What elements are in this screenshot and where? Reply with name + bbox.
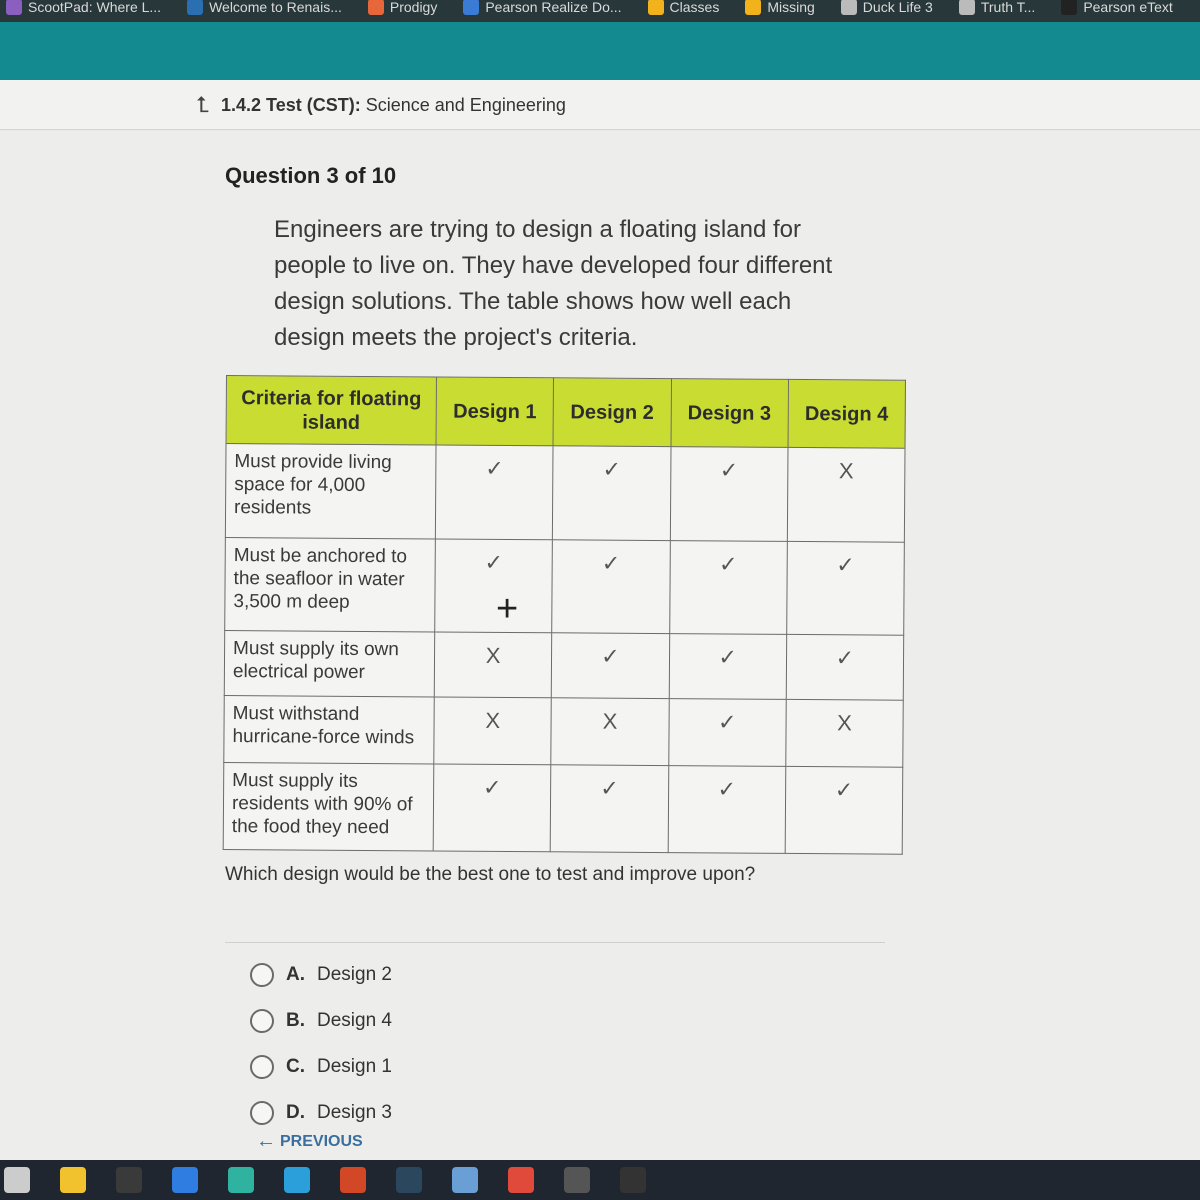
bookmark-label: Missing	[767, 0, 815, 15]
mouse-cursor-icon: +	[496, 588, 519, 630]
bookmark-label: Duck Life 3	[862, 0, 933, 15]
breadcrumb-title: Science and Engineering	[365, 94, 566, 115]
bookmark-label: Welcome to Renais...	[209, 0, 342, 15]
bookmark-label: Pearson Realize Do...	[485, 0, 622, 15]
answer-choices	[250, 952, 392, 1136]
app-icon[interactable]	[452, 1167, 478, 1193]
mark-cell: ✓	[785, 766, 903, 854]
radio-button[interactable]	[250, 1101, 274, 1125]
mark-cell: ✓	[435, 539, 553, 634]
breadcrumb	[196, 92, 566, 118]
table-header-row	[226, 376, 905, 449]
mark-cell: ✓	[433, 763, 551, 851]
left-arrow-icon: ←	[256, 1130, 276, 1152]
choice-c[interactable]	[250, 1044, 392, 1090]
file-explorer-icon[interactable]	[60, 1167, 86, 1193]
bookmark-item[interactable]	[187, 0, 342, 15]
choice-a[interactable]	[250, 952, 392, 998]
bookmark-label: Classes	[669, 0, 720, 15]
pearson-icon	[463, 0, 479, 15]
breadcrumb-bar	[0, 80, 1200, 130]
breadcrumb-code: 1.4.2	[220, 94, 262, 115]
bookmark-item[interactable]	[745, 0, 814, 15]
taskbar	[0, 1160, 1200, 1200]
mark-cell: ✓	[786, 635, 904, 700]
bookmark-item[interactable]	[648, 0, 720, 15]
previous-button[interactable]	[256, 1130, 363, 1153]
app3-icon[interactable]	[620, 1167, 646, 1193]
table-header-design-2: Design 2	[553, 378, 671, 447]
choice-letter: D.	[286, 1102, 305, 1123]
steam-icon[interactable]	[396, 1167, 422, 1193]
table-row	[225, 537, 905, 635]
mark-cell: ✓	[550, 764, 668, 852]
choice-b[interactable]	[250, 998, 392, 1044]
table-row	[224, 631, 903, 700]
store-icon[interactable]	[116, 1167, 142, 1193]
office-icon[interactable]	[340, 1167, 366, 1193]
table-row	[225, 444, 905, 542]
mail-icon[interactable]	[172, 1167, 198, 1193]
criteria-table	[223, 375, 906, 855]
criterion-cell: Must supply its residents with 90% of the food they need	[223, 762, 434, 851]
duck-icon	[841, 0, 857, 15]
table-header-design-4: Design 4	[788, 379, 906, 448]
mark-cell: ✓	[552, 633, 670, 698]
criterion-cell: Must be anchored to the seafloor in water 3,500 m deep	[225, 537, 436, 632]
arrow-app-icon[interactable]	[228, 1167, 254, 1193]
mark-cell: ✓	[669, 634, 787, 699]
bookmark-item[interactable]	[841, 0, 933, 15]
prodigy-icon	[368, 0, 384, 15]
app2-icon[interactable]	[564, 1167, 590, 1193]
bookmark-item[interactable]	[368, 0, 437, 15]
choice-letter: C.	[286, 1056, 305, 1077]
bookmarks-bar	[0, 0, 1200, 22]
breadcrumb-test: Test (CST):	[266, 94, 361, 115]
question-ask: Which design would be the best one to test and improve upon?	[225, 864, 756, 885]
bookmark-label: Pearson eText	[1083, 0, 1173, 15]
choice-text: Design 3	[317, 1102, 392, 1123]
choice-letter: B.	[286, 1010, 305, 1031]
question-prompt: Engineers are trying to design a floating island for people to live on. They have developed four different design solutions. The table shows how well each design meets the project's criteria.	[274, 216, 833, 351]
table-row	[224, 695, 903, 766]
scootpad-icon	[6, 0, 22, 15]
mark-cell: X	[434, 697, 552, 764]
bookmark-item[interactable]	[1061, 0, 1173, 15]
bookmark-label: Truth T...	[980, 0, 1036, 15]
choice-text: Design 1	[317, 1056, 392, 1077]
mark-cell: X	[434, 632, 552, 697]
etext-icon	[1061, 0, 1077, 15]
question-number: Question 3 of 10	[225, 163, 397, 188]
table-header-design-3: Design 3	[671, 379, 789, 448]
classes-icon	[648, 0, 664, 15]
table-row	[223, 762, 903, 854]
bookmark-item[interactable]	[463, 0, 621, 15]
back-arrow-icon[interactable]: ⮤	[196, 92, 209, 117]
criterion-cell: Must provide living space for 4,000 residents	[225, 444, 436, 539]
criterion-cell: Must withstand hurricane-force winds	[224, 695, 434, 763]
chrome-icon[interactable]	[508, 1167, 534, 1193]
renaissance-icon	[187, 0, 203, 15]
bookmark-label: Prodigy	[389, 0, 438, 15]
table-header-criteria: Criteria for floating island	[226, 376, 436, 445]
mark-cell: ✓	[786, 541, 904, 636]
divider	[225, 942, 885, 943]
mark-cell: ✓	[669, 540, 787, 635]
search-icon[interactable]	[4, 1167, 30, 1193]
radio-button[interactable]	[250, 1055, 274, 1079]
mark-cell: ✓	[668, 699, 786, 766]
previous-label: PREVIOUS	[280, 1132, 363, 1150]
criterion-cell: Must supply its own electrical power	[224, 631, 434, 697]
mark-cell: ✓	[668, 765, 786, 853]
mark-cell: X	[786, 699, 904, 766]
app-header	[0, 22, 1200, 80]
mark-cell: ✓	[670, 447, 788, 542]
choice-text: Design 2	[317, 964, 392, 985]
choice-text: Design 4	[317, 1010, 392, 1031]
folder-icon	[745, 0, 761, 15]
mark-cell: X	[551, 698, 669, 765]
bookmark-item[interactable]	[959, 0, 1035, 15]
mark-cell: ✓	[553, 446, 671, 541]
radio-button[interactable]	[250, 963, 274, 987]
bookmark-label: ScootPad: Where L...	[28, 0, 162, 15]
choice-letter: A.	[286, 964, 305, 985]
mark-cell: X	[787, 447, 905, 542]
page-icon	[959, 0, 975, 15]
bookmark-item[interactable]	[6, 0, 161, 15]
mark-cell: ✓	[435, 445, 553, 540]
table-header-design-1: Design 1	[436, 377, 554, 446]
edge-icon[interactable]	[284, 1167, 310, 1193]
radio-button[interactable]	[250, 1009, 274, 1033]
mark-cell: ✓	[552, 539, 670, 634]
